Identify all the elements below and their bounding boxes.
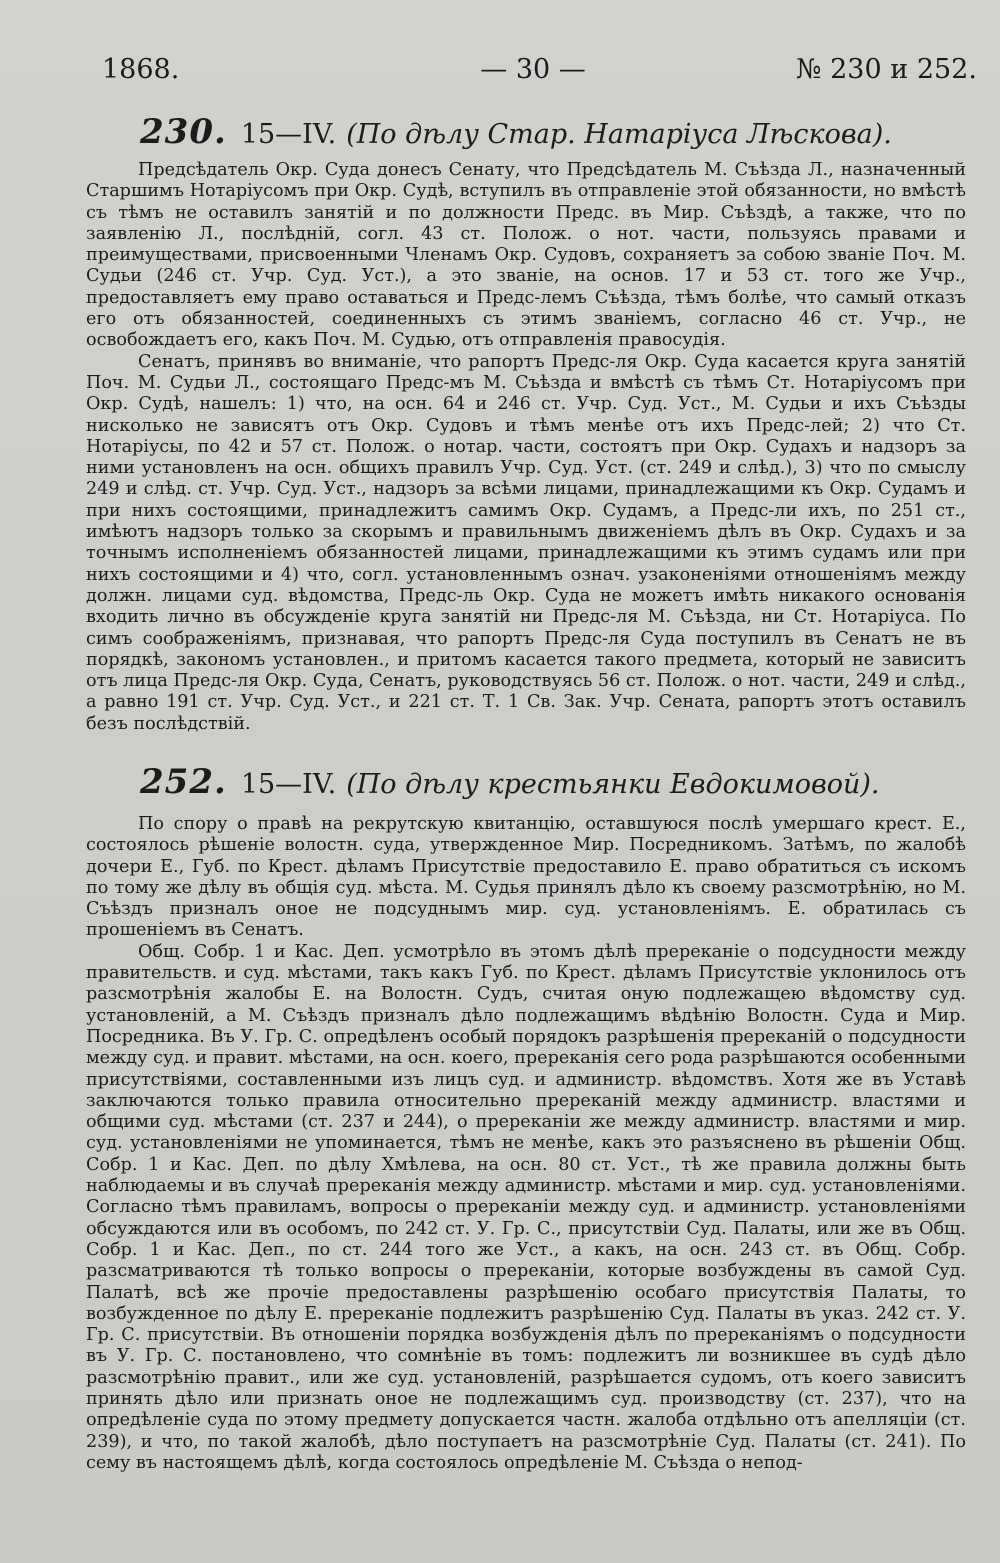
paragraph: Общ. Собр. 1 и Кас. Деп. усмотрѣло въ этомъ дѣлѣ пререканіе о подсудности между правительств. и суд. мѣстами, такъ какъ Губ. по Крест. дѣламъ Присутствіе уклонилось отъ разсмотрѣнія жалобы Е. на Волостн. Судъ, считая оную подлежащею вѣдомству суд. установленій, а М. Съѣздъ призналъ дѣло подлежащимъ вѣдѣнію Волостн. Суда и Мир. Посредника. Въ У. Гр. С. опредѣленъ особый порядокъ разрѣшенія пререканій о подсудности между суд. и правит. мѣстами, на осн. коего, пререканія сего рода разрѣшаются особенными присутствіями, составленными изъ лицъ суд. и администр. вѣдомствъ. Хотя же въ Уставѣ заключаются только правила относительно пререканій между администр. властями и общими суд. мѣстами (ст. 237 и 244), о пререканіи же между администр. властями и мир. суд. установленіями не упоминается, тѣмъ не менѣе, какъ это разъяснено въ рѣшеніи Общ. Собр. 1 и Кас. Деп. по дѣлу Хмѣлева, на осн. 80 ст. Уст., тѣ же правила должны быть наблюдаемы и въ случаѣ пререканія между администр. мѣстами и мир. суд. установленіями. Согласно тѣмъ правиламъ, вопросы о пререканіи между суд. и администр. установленіями обсуждаются или въ особомъ, по 242 ст. У. Гр. С., присутствіи Суд. Палаты, или же въ Общ. Собр. 1 и Кас. Деп., по ст. 244 того же Уст., а какъ, на осн. 243 ст. въ Общ. Собр. разсматриваются тѣ только вопросы о пререканіи, которые возбуждены въ самой Суд. Палатѣ, всѣ же прочіе предоставлены разрѣшенію особаго присутствія Палаты, то возбужденное по дѣлу Е. пререканіе подлежитъ разрѣшенію Суд. Палаты въ указ. 242 ст. У. Гр. С. присутствіи. Въ отношеніи порядка возбужденія дѣлъ по пререканіямъ о подсудности въ У. Гр. С. постановлено, что сомнѣніе въ томъ: подлежитъ ли возникшее въ судѣ дѣло разсмотрѣнію правит., или же суд. установленій, разрѣшается судомъ, отъ коего зависитъ принять дѣло или признать оное не подлежащимъ суд. производству (ст. 237), что на опредѣленіе суда по этому предмету допускается частн. жалоба отдѣльно отъ апелляціи (ст. 239), и что, по такой жалобѣ, дѣло поступаетъ на разсмотрѣніе Суд. Палаты (ст. 241). По сему въ настоящемъ дѣлѣ, когда состоялось опредѣленіе М. Съѣзда о непод-: [86, 941, 966, 1473]
page-number: — 30 —: [480, 54, 586, 85]
section-numbers: № 230 и 252.: [796, 54, 977, 85]
entry-body-252: [86, 814, 966, 1474]
entry-heading-230: [140, 112, 940, 152]
paragraph: Сенатъ, принявъ во вниманіе, что рапортъ Предс-ля Окр. Суда касается круга занятій Поч. М. Судьи Л., состоящаго Предс-мъ М. Съѣзда и вмѣстѣ съ тѣмъ Ст. Нотаріусомъ при Окр. Судѣ, нашелъ: 1) что, на осн. 64 и 246 ст. Учр. Суд. Уст., М. Судьи и ихъ Съѣзды нисколько не зависятъ отъ Окр. Судовъ и тѣмъ менѣе отъ ихъ Предс-лей; 2) что Ст. Нотаріусы, по 42 и 57 ст. Полож. о нотар. части, состоятъ при Окр. Судахъ и надзоръ за ними установленъ на осн. общихъ правилъ Учр. Суд. Уст. (ст. 249 и слѣд.), 3) что по смыслу 249 и слѣд. ст. Учр. Суд. Уст., надзоръ за всѣми лицами, принадлежащими къ Окр. Судамъ и при нихъ состоящими, принадлежитъ самимъ Окр. Судамъ, а Предс-ли ихъ, по 251 ст., имѣютъ надзоръ только за скорымъ и правильнымъ движеніемъ дѣлъ въ Окр. Судахъ и за точнымъ исполненіемъ обязанностей лицами, принадлежащими къ этимъ судамъ или при нихъ состоящими и 4) что, согл. установленнымъ означ. узаконеніями отношеніямъ между должн. лицами суд. вѣдомства, Предс-ль Окр. Суда не можетъ имѣть никакого основанія входить лично въ обсужденіе круга занятій ни Предс-ля М. Съѣзда, ни Ст. Нотаріуса. По симъ соображеніямъ, признавая, что рапортъ Предс-ля Суда поступилъ въ Сенатъ не въ порядкѣ, закономъ установлен., и притомъ касается такого предмета, который не зависитъ отъ лица Предс-ля Окр. Суда, Сенатъ, руководствуясь 56 ст. Полож. о нот. части, 249 и слѣд., а равно 191 ст. Учр. Суд. Уст., и 221 ст. Т. 1 Св. Зак. Учр. Сената, рапортъ этотъ оставилъ безъ послѣдствій.: [86, 351, 966, 734]
entry-case-title: (По дѣлу Стар. Натаріуса Лѣскова).: [346, 119, 892, 150]
page-header: [0, 50, 1000, 100]
paragraph: Предсѣдатель Окр. Суда донесъ Сенату, что Предсѣдатель М. Съѣзда Л., назначенный Старшимъ Нотаріусомъ при Окр. Судѣ, вступилъ въ отправленіе этой обязанности, но вмѣстѣ съ тѣмъ не оставилъ занятій и по должности Предс. въ Мир. Съѣздѣ, а также, что по заявленію Л., послѣдній, согл. 43 ст. Полож. о нот. части, пользуясь правами и преимуществами, присвоенными Членамъ Окр. Судовъ, сохраняетъ за собою званіе Поч. М. Судьи (246 ст. Учр. Суд. Уст.), а это званіе, на основ. 17 и 53 ст. того же Учр., предоставляетъ ему право оставаться и Предс-лемъ Съѣзда, тѣмъ болѣе, что самый отказъ его отъ обязанностей, соединенныхъ съ этимъ званіемъ, согласно 46 ст. Учр., не освобождаетъ его, какъ Поч. М. Судью, отъ отправленія правосудія.: [86, 160, 966, 351]
entry-number: 230.: [140, 112, 227, 152]
header-year: 1868.: [102, 54, 180, 85]
entry-body-230: [86, 160, 966, 735]
entry-date: 15—IV.: [240, 119, 337, 150]
entry-date: 15—IV.: [240, 769, 337, 800]
entry-heading-252: [140, 762, 940, 802]
paragraph: По спору о правѣ на рекрутскую квитанцію, оставшуюся послѣ умершаго крест. Е., состоялось рѣшеніе волостн. суда, утвержденное Мир. Посредникомъ. Затѣмъ, по жалобѣ дочери Е., Губ. по Крест. дѣламъ Присутствіе предоставило Е. право обратиться съ искомъ по тому же дѣлу въ общія суд. мѣста. М. Судья принялъ дѣло къ своему разсмотрѣнію, но М. Съѣздъ призналъ оное не подсуднымъ мир. суд. установленіямъ. Е. обратилась съ прошеніемъ въ Сенатъ.: [86, 814, 966, 941]
entry-case-title: (По дѣлу крестьянки Евдокимовой).: [346, 769, 880, 800]
entry-number: 252.: [140, 762, 227, 802]
